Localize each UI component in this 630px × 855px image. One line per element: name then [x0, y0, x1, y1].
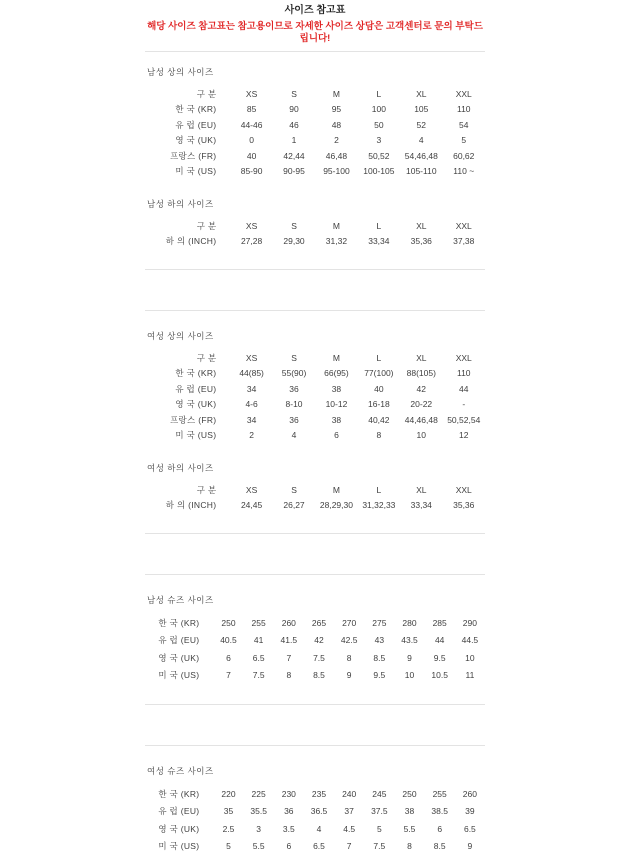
size-value: XS: [230, 350, 272, 366]
size-value: XXL: [443, 482, 486, 498]
size-value: 34: [230, 412, 272, 428]
size-value: 40: [230, 148, 272, 164]
size-value: 35,36: [443, 498, 486, 514]
size-value: 36: [273, 381, 315, 397]
size-value: 0: [230, 133, 272, 149]
size-value: 20-22: [400, 397, 442, 413]
size-value: 6: [213, 649, 243, 667]
size-value: L: [358, 350, 400, 366]
size-value: 37: [334, 803, 364, 821]
size-value: 77(100): [358, 366, 400, 382]
size-value: M: [315, 482, 357, 498]
size-value: 230: [274, 785, 304, 803]
size-value: 10.5: [425, 667, 455, 685]
size-value: 33,34: [358, 234, 400, 250]
section-gap: [145, 534, 485, 574]
size-value: 265: [304, 614, 334, 632]
size-tables-container: [145, 52, 485, 855]
table-caption: 여성 상의 사이즈: [147, 331, 485, 341]
size-value: 55(90): [273, 366, 315, 382]
size-value: 7.5: [304, 649, 334, 667]
size-table: [145, 218, 485, 249]
size-value: 260: [455, 785, 485, 803]
row-label: 미 국 (US): [145, 838, 213, 855]
size-value: 38.5: [425, 803, 455, 821]
size-value: 85: [230, 102, 272, 118]
size-table: [145, 614, 485, 684]
size-value: XS: [230, 482, 272, 498]
size-value: XL: [400, 482, 442, 498]
table-caption: 남성 하의 사이즈: [147, 199, 485, 209]
size-row: [145, 102, 485, 118]
size-row: [145, 803, 485, 821]
section-gap: [145, 705, 485, 745]
size-row: [145, 428, 485, 444]
column-header-row: [145, 86, 485, 102]
size-value: 6: [274, 838, 304, 855]
table-caption: 여성 하의 사이즈: [147, 463, 485, 473]
size-value: 4-6: [230, 397, 272, 413]
size-value: 54: [443, 117, 486, 133]
size-value: 24,45: [230, 498, 272, 514]
row-label: 한 국 (KR): [145, 785, 213, 803]
size-value: 255: [244, 614, 274, 632]
size-value: M: [315, 218, 357, 234]
size-row: [145, 366, 485, 382]
size-value: 46: [273, 117, 315, 133]
size-value: XL: [400, 86, 442, 102]
size-value: 29,30: [273, 234, 315, 250]
size-value: 88(105): [400, 366, 442, 382]
size-value: 225: [244, 785, 274, 803]
size-value: 2: [230, 428, 272, 444]
size-value: 44: [425, 632, 455, 650]
size-value: 2: [315, 133, 357, 149]
size-value: 8.5: [304, 667, 334, 685]
size-value: S: [273, 350, 315, 366]
size-value: 60,62: [443, 148, 486, 164]
row-label: 유 럽 (EU): [145, 117, 230, 133]
size-value: 3.5: [274, 820, 304, 838]
size-value: L: [358, 218, 400, 234]
size-value: 285: [425, 614, 455, 632]
size-value: 110: [443, 102, 486, 118]
size-value: XS: [230, 218, 272, 234]
size-value: 85-90: [230, 164, 272, 180]
table-caption: 남성 슈즈 사이즈: [147, 595, 485, 605]
size-table-group: [145, 52, 485, 249]
size-value: 38: [394, 803, 424, 821]
size-value: 5: [213, 838, 243, 855]
size-value: 9: [394, 649, 424, 667]
row-label: 한 국 (KR): [145, 614, 213, 632]
size-value: 250: [394, 785, 424, 803]
size-row: [145, 632, 485, 650]
row-label: 구 분: [145, 86, 230, 102]
size-row: [145, 234, 485, 250]
row-label: 영 국 (UK): [145, 649, 213, 667]
size-value: 35: [213, 803, 243, 821]
size-value: 9.5: [425, 649, 455, 667]
size-value: 4: [304, 820, 334, 838]
size-value: 41: [244, 632, 274, 650]
size-value: 8: [274, 667, 304, 685]
size-value: 52: [400, 117, 442, 133]
size-row: [145, 381, 485, 397]
size-value: 235: [304, 785, 334, 803]
size-value: XXL: [443, 86, 486, 102]
row-label: 구 분: [145, 350, 230, 366]
row-label: 프랑스 (FR): [145, 148, 230, 164]
size-value: 4: [273, 428, 315, 444]
size-value: 6.5: [304, 838, 334, 855]
size-value: 95-100: [315, 164, 357, 180]
size-value: 46,48: [315, 148, 357, 164]
size-table: [145, 350, 485, 443]
row-label: 영 국 (UK): [145, 133, 230, 149]
row-label: 한 국 (KR): [145, 366, 230, 382]
size-value: 7: [334, 838, 364, 855]
size-value: 3: [358, 133, 400, 149]
size-value: 40.5: [213, 632, 243, 650]
size-value: 33,34: [400, 498, 442, 514]
size-value: 110 ~: [443, 164, 486, 180]
size-value: 40,42: [358, 412, 400, 428]
size-row: [145, 397, 485, 413]
size-value: 6.5: [244, 649, 274, 667]
size-value: 5.5: [244, 838, 274, 855]
size-value: 44: [443, 381, 486, 397]
size-value: 10: [455, 649, 485, 667]
size-value: 42,44: [273, 148, 315, 164]
size-value: 26,27: [273, 498, 315, 514]
size-value: M: [315, 86, 357, 102]
size-value: 35.5: [244, 803, 274, 821]
size-value: 42.5: [334, 632, 364, 650]
size-value: 37.5: [364, 803, 394, 821]
size-value: L: [358, 86, 400, 102]
size-value: 100-105: [358, 164, 400, 180]
size-value: 9: [334, 667, 364, 685]
size-value: 50,52,54: [443, 412, 486, 428]
size-value: S: [273, 482, 315, 498]
size-value: 44-46: [230, 117, 272, 133]
size-row: [145, 667, 485, 685]
size-value: XL: [400, 218, 442, 234]
size-value: 44.5: [455, 632, 485, 650]
size-row: [145, 498, 485, 514]
size-value: 6: [315, 428, 357, 444]
size-value: 3: [244, 820, 274, 838]
size-value: 44,46,48: [400, 412, 442, 428]
row-label: 영 국 (UK): [145, 397, 230, 413]
row-label: 유 럽 (EU): [145, 632, 213, 650]
size-value: 38: [315, 412, 357, 428]
row-label: 미 국 (US): [145, 428, 230, 444]
size-value: 40: [358, 381, 400, 397]
size-value: S: [273, 218, 315, 234]
size-value: 42: [304, 632, 334, 650]
size-value: 105: [400, 102, 442, 118]
size-row: [145, 785, 485, 803]
size-value: 8: [334, 649, 364, 667]
row-label: 영 국 (UK): [145, 820, 213, 838]
size-value: 5.5: [394, 820, 424, 838]
size-value: 95: [315, 102, 357, 118]
size-value: 28,29,30: [315, 498, 357, 514]
size-value: 90-95: [273, 164, 315, 180]
size-value: 290: [455, 614, 485, 632]
size-value: 100: [358, 102, 400, 118]
size-value: 260: [274, 614, 304, 632]
section-gap: [145, 270, 485, 310]
size-value: -: [443, 397, 486, 413]
size-value: 37,38: [443, 234, 486, 250]
size-value: 6: [425, 820, 455, 838]
size-value: 10-12: [315, 397, 357, 413]
size-value: 90: [273, 102, 315, 118]
notice-text: 해당 사이즈 참고표는 참고용이므로 자세한 사이즈 상담은 고객센터로 문의 부탁드립니다!: [145, 21, 485, 45]
size-value: 38: [315, 381, 357, 397]
size-value: 105-110: [400, 164, 442, 180]
size-value: 35,36: [400, 234, 442, 250]
size-value: 7: [274, 649, 304, 667]
size-value: 250: [213, 614, 243, 632]
column-header-row: [145, 218, 485, 234]
size-value: 280: [394, 614, 424, 632]
size-value: 7.5: [244, 667, 274, 685]
size-row: [145, 614, 485, 632]
row-label: 구 분: [145, 482, 230, 498]
size-value: 42: [400, 381, 442, 397]
size-value: 36.5: [304, 803, 334, 821]
size-value: 9.5: [364, 667, 394, 685]
size-value: 7: [213, 667, 243, 685]
size-table-group: [145, 575, 485, 684]
size-value: 31,32,33: [358, 498, 400, 514]
size-value: 43.5: [394, 632, 424, 650]
row-label: 하 의 (INCH): [145, 234, 230, 250]
size-value: 270: [334, 614, 364, 632]
size-row: [145, 164, 485, 180]
size-value: XXL: [443, 218, 486, 234]
size-value: S: [273, 86, 315, 102]
size-value: 27,28: [230, 234, 272, 250]
row-label: 구 분: [145, 218, 230, 234]
size-value: 255: [425, 785, 455, 803]
size-value: 48: [315, 117, 357, 133]
size-value: 275: [364, 614, 394, 632]
size-value: 8.5: [425, 838, 455, 855]
size-value: 34: [230, 381, 272, 397]
size-value: XS: [230, 86, 272, 102]
size-value: 4.5: [334, 820, 364, 838]
size-value: 36: [274, 803, 304, 821]
size-value: 36: [273, 412, 315, 428]
size-row: [145, 133, 485, 149]
size-value: 43: [364, 632, 394, 650]
size-value: 8-10: [273, 397, 315, 413]
row-label: 한 국 (KR): [145, 102, 230, 118]
size-chart-page: [145, 0, 485, 855]
size-value: 5: [443, 133, 486, 149]
size-value: 240: [334, 785, 364, 803]
size-value: 10: [400, 428, 442, 444]
row-label: 미 국 (US): [145, 164, 230, 180]
size-value: 39: [455, 803, 485, 821]
size-value: L: [358, 482, 400, 498]
size-table: [145, 86, 485, 179]
size-row: [145, 838, 485, 855]
size-value: 5: [364, 820, 394, 838]
size-value: 110: [443, 366, 486, 382]
size-value: 66(95): [315, 366, 357, 382]
size-value: XXL: [443, 350, 486, 366]
size-value: 7.5: [364, 838, 394, 855]
size-value: 6.5: [455, 820, 485, 838]
row-label: 미 국 (US): [145, 667, 213, 685]
size-value: 220: [213, 785, 243, 803]
size-value: 8.5: [364, 649, 394, 667]
size-value: XL: [400, 350, 442, 366]
size-value: 50,52: [358, 148, 400, 164]
size-row: [145, 649, 485, 667]
table-caption: 남성 상의 사이즈: [147, 67, 485, 77]
row-label: 하 의 (INCH): [145, 498, 230, 514]
size-table: [145, 482, 485, 513]
size-value: 245: [364, 785, 394, 803]
size-value: 4: [400, 133, 442, 149]
size-value: 8: [394, 838, 424, 855]
size-row: [145, 117, 485, 133]
size-table-group: [145, 746, 485, 855]
size-value: 54,46,48: [400, 148, 442, 164]
row-label: 프랑스 (FR): [145, 412, 230, 428]
row-label: 유 럽 (EU): [145, 381, 230, 397]
column-header-row: [145, 482, 485, 498]
size-table: [145, 785, 485, 855]
size-value: 1: [273, 133, 315, 149]
size-value: 41.5: [274, 632, 304, 650]
size-value: 12: [443, 428, 486, 444]
size-value: 9: [455, 838, 485, 855]
table-caption: 여성 슈즈 사이즈: [147, 766, 485, 776]
size-row: [145, 148, 485, 164]
size-row: [145, 820, 485, 838]
column-header-row: [145, 350, 485, 366]
size-value: 11: [455, 667, 485, 685]
size-value: 16-18: [358, 397, 400, 413]
size-row: [145, 412, 485, 428]
size-value: 8: [358, 428, 400, 444]
row-label: 유 럽 (EU): [145, 803, 213, 821]
size-value: 31,32: [315, 234, 357, 250]
size-value: 2.5: [213, 820, 243, 838]
size-value: 50: [358, 117, 400, 133]
size-table-group: [145, 311, 485, 513]
size-value: 44(85): [230, 366, 272, 382]
page-title: 사이즈 참고표: [145, 5, 485, 17]
size-value: M: [315, 350, 357, 366]
size-value: 10: [394, 667, 424, 685]
